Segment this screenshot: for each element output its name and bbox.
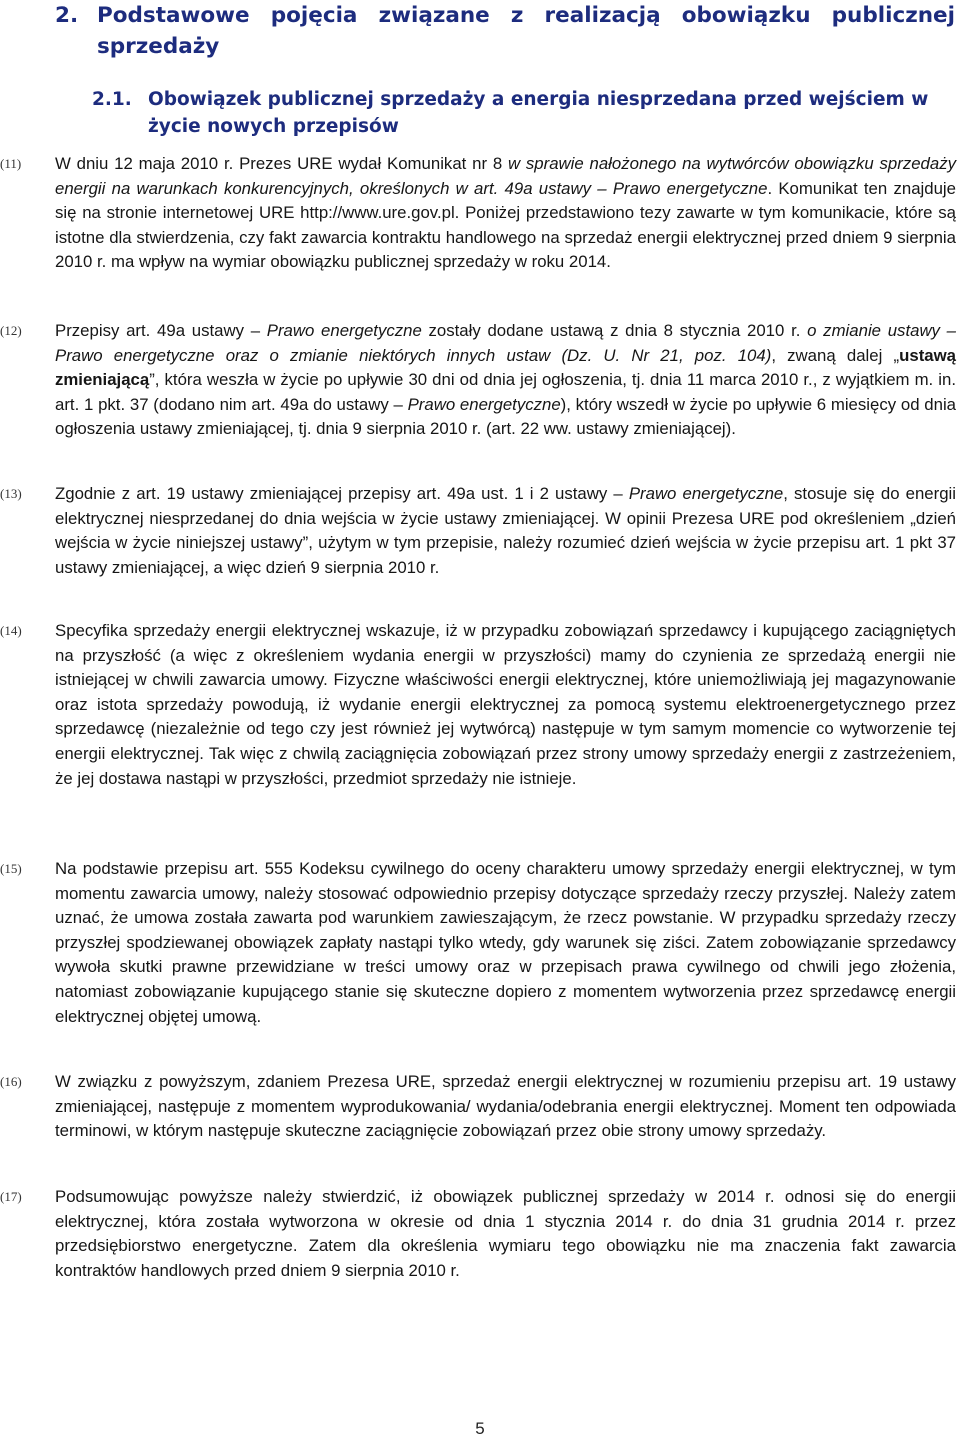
section-heading <box>55 0 955 62</box>
paragraph-text <box>55 1185 956 1283</box>
paragraph-text <box>55 857 956 1029</box>
text-segment: Specyfika sprzedaży energii elektrycznej wskazuje, iż w przypadku zobowiązań sprzedawcy i kupującego zaciągniętych na przyszłość (a więc z określeniem wydania energii w przyszłości) mamy do czynienia ze sprzedażą energii nie istniejącej w chwili zawarcia umowy. Fizyczne właściwości energii elektrycznej, które uniemożliwiają jej magazynowanie oraz istota sprzedaży powodują, iż wydanie energii elektrycznej za pomocą systemu elektroenergetycznego przez sprzedawcę (niezależnie od tego czy jest również jej wytwórcą) następuje w tym samym momencie co wytworzenie tej energii elektrycznej. Tak więc z chwilą zaciągnięcia zobowiązań przez strony umowy sprzedaży energii z zastrzeżeniem, że jej dostawa nastąpi w przyszłości, przedmiot sprzedaży nie istnieje. <box>55 621 956 788</box>
text-segment-italic: w sprawie nałożonego na wytwórców obowiązku sprzedaży energii na warunkach konkurencyjnych, określonych w art. 49a ustawy – Prawo energetyczne <box>55 154 956 198</box>
subsection-number: 2.1. <box>92 89 132 110</box>
text-segment: . Komunikat ten znajduje się na stronie internetowej URE http://www.ure.gov.pl. Poniżej przedstawiono tezy zawarte w tym komunikacie, które są istotne dla stwierdzenia, czy fakt zawarcia kontraktu handlowego na sprzedaż energii elektrycznej przed dniem 9 sierpnia 2010 r. ma wpływ na wymiar obowiązku publicznej sprzedaży w roku 2014. <box>55 178 956 272</box>
paragraph-text <box>55 482 956 580</box>
text-segment: zostały dodane ustawą z dnia 8 stycznia 2010 r. <box>421 321 808 340</box>
paragraph-number: (16) <box>0 1074 22 1089</box>
paragraph-number: (14) <box>0 623 22 638</box>
text-segment: Na podstawie przepisu art. 555 Kodeksu cywilnego do oceny charakteru umowy sprzedaży energii elektrycznej, w tym momentu zawarcia umowy, należy stosować odpowiednio przepisy dotyczące sprzedaży rzeczy przyszłej. Należy zatem uznać, że umowa została zawarta pod warunkiem zawieszającym, że rzecz powstanie. W przypadku sprzedaży rzeczy przyszłej spodziewanej obowiązek zapłaty nastąpi tylko wtedy, gdy warunek się ziści. Zatem zobowiązanie sprzedawcy wywoła skutki prawne przewidziane w treści umowy oraz w przepisach prawa cywilnego od chwili jego złożenia, natomiast zobowiązanie kupującego stanie się skuteczne dopiero z momentem wytworzenia przez sprzedawcę energii elektrycznej objętej umową. <box>55 859 956 1026</box>
text-segment: Podsumowując powyższe należy stwierdzić, iż obowiązek publicznej sprzedaży w 2014 r. odnosi się do energii elektrycznej, która została wytworzona w okresie od dnia 1 stycznia 2014 r. do dnia 31 grudnia 2014 r. przez przedsiębiorstwo energetyczne. Zatem dla określenia wymiaru tego obowiązku nie ma znaczenia fakt zawarcia kontraktów handlowych przed dniem 9 sierpnia 2010 r. <box>55 1187 956 1280</box>
text-segment-italic: Prawo energetyczne <box>628 484 784 503</box>
text-segment: W związku z powyższym, zdaniem Prezesa URE, sprzedaż energii elektrycznej w rozumieniu przepisu art. 19 ustawy zmieniającej, następuje z momentem wyprodukowania/ wydania/odebrania energii elektrycznej. Moment ten odpowiada terminowi, w którym następuje skuteczne zaciągnięcie zobowiązań przez obie strony umowy sprzedaży. <box>55 1072 956 1141</box>
paragraph-text <box>55 1070 956 1144</box>
paragraph-number: (15) <box>0 861 22 876</box>
paragraph-text <box>55 619 956 791</box>
subsection-heading <box>92 86 955 140</box>
section-number: 2. <box>55 3 79 28</box>
text-segment: W dniu 12 maja 2010 r. Prezes URE wydał Komunikat nr 8 <box>55 154 508 173</box>
subsection-title: Obowiązek publicznej sprzedaży a energia niesprzedana przed wejściem w życie nowych przepisów <box>148 89 929 137</box>
section-title: Podstawowe pojęcia związane z realizacją obowiązku publicznej sprzedaży <box>97 3 955 59</box>
page-number: 5 <box>475 1419 485 1438</box>
text-segment: , zwaną dalej „ <box>771 345 900 365</box>
paragraph-number: (12) <box>0 323 22 338</box>
text-segment: , stosuje się do energii elektrycznej niesprzedanej do dnia wejścia w życie ustawy zmieniającej. W opinii Prezesa URE pod określeniem „dzień wejścia w życie niniejszej ustawy”, użytym w tym przepisie, należy rozumieć dzień wejścia w życie przepisu art. 1 pkt 37 ustawy zmieniającej, a więc dzień 9 sierpnia 2010 r. <box>55 484 957 577</box>
text-segment-italic: Prawo energetyczne <box>407 394 561 414</box>
text-segment: ”, która weszła w życie po upływie 30 dni od dnia jej ogłoszenia, tj. dnia 11 marca 2010 r., z wyjątkiem m. in. art. 1 pkt. 37 (dodano nim art. 49a do ustawy – <box>55 370 956 414</box>
paragraph-number: (11) <box>0 156 22 171</box>
text-segment-bold: ustawą zmieniającą <box>55 345 957 390</box>
paragraph-number: (17) <box>0 1189 22 1204</box>
paragraph-number: (13) <box>0 486 22 501</box>
text-segment-italic: Prawo energetyczne <box>266 321 422 340</box>
paragraph-text <box>55 319 956 442</box>
text-segment: ), który wszedł w życie po upływie 6 miesięcy od dnia ogłoszenia ustawy zmieniającej, tj. dnia 9 sierpnia 2010 r. (art. 22 ww. ustawy zmieniającej). <box>55 394 957 439</box>
paragraph-text <box>55 152 956 275</box>
text-segment-italic: o zmianie ustawy – Prawo energetyczne oraz o zmianie niektórych innych ustaw (Dz. U. Nr 21, poz. 104) <box>55 321 957 365</box>
text-segment: Przepisy art. 49a ustawy – <box>55 321 267 340</box>
text-segment: Zgodnie z art. 19 ustawy zmieniającej przepisy art. 49a ust. 1 i 2 ustawy – <box>55 484 629 503</box>
